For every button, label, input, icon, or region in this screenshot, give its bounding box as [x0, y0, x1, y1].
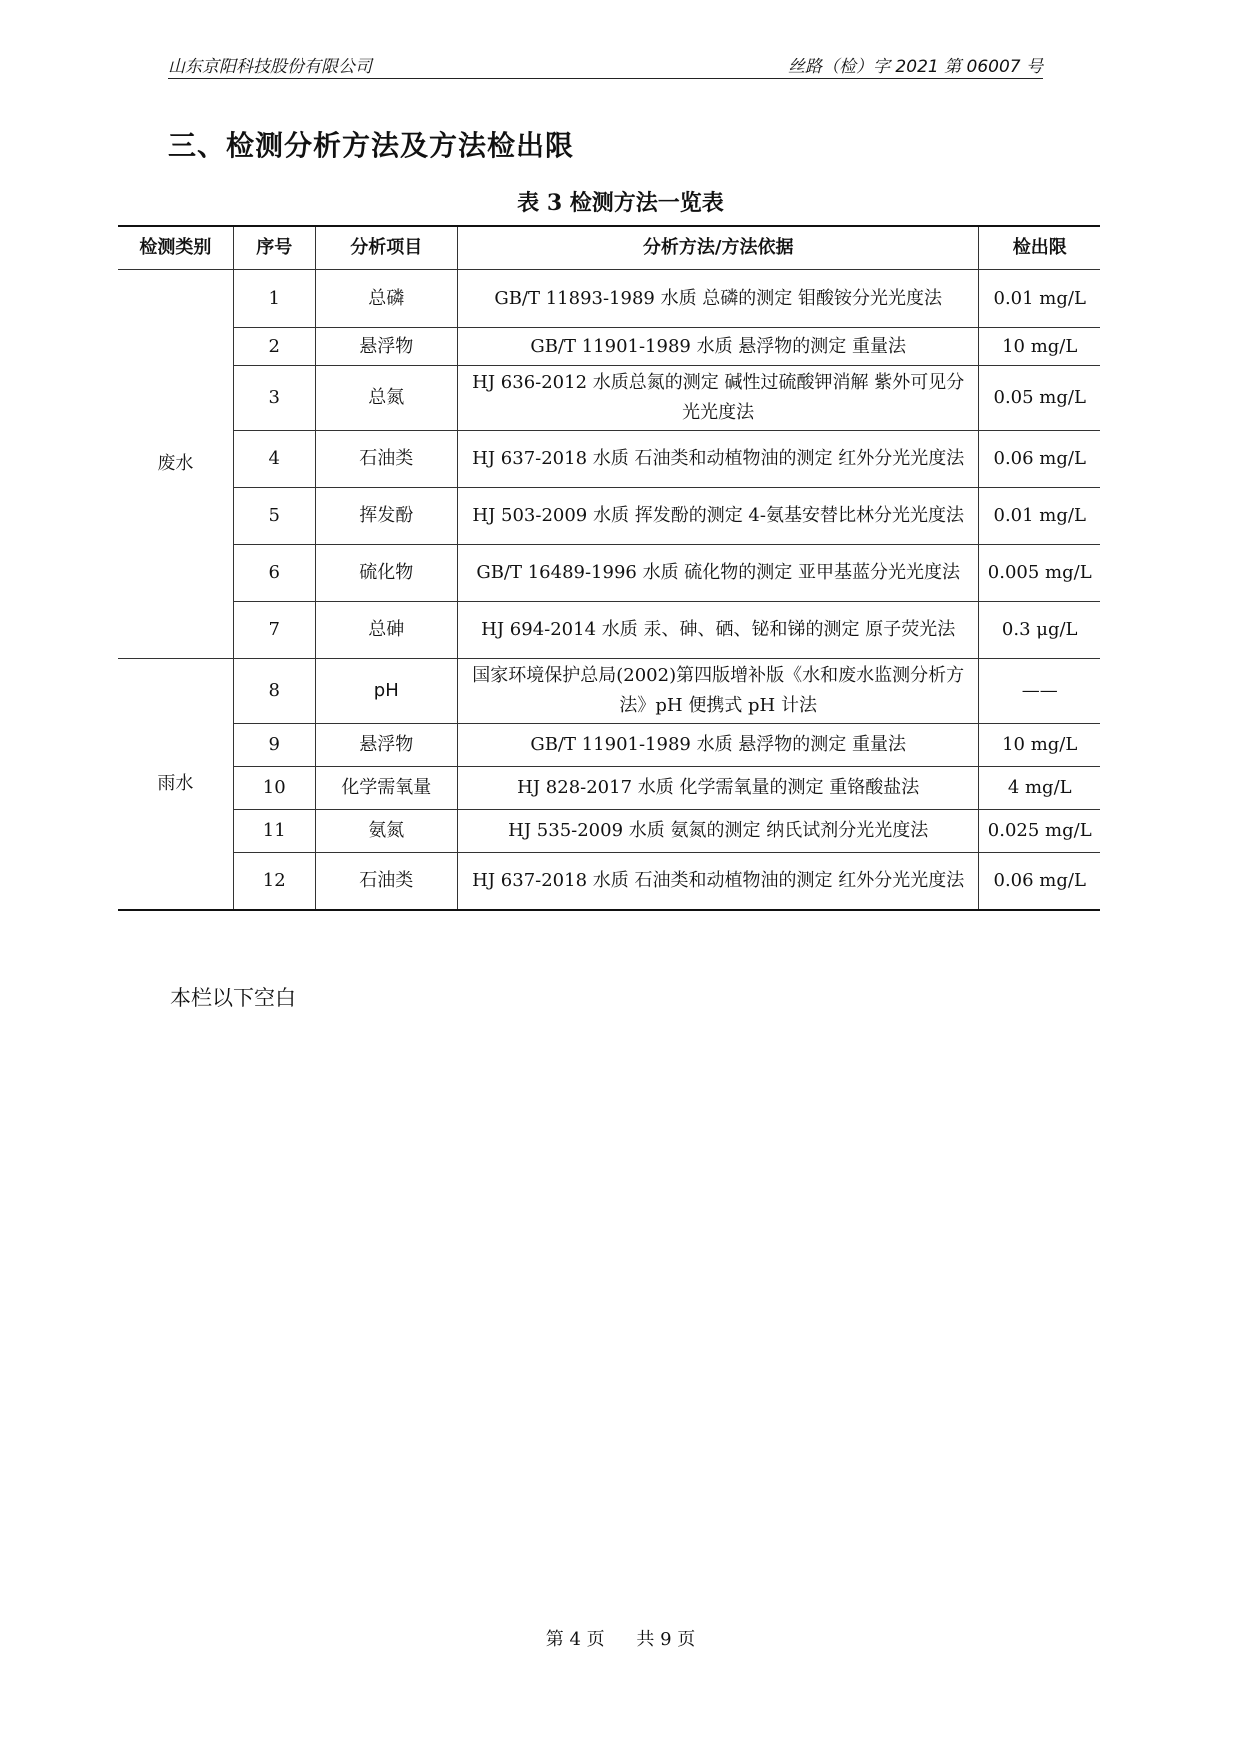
- table-row: [118, 810, 1100, 853]
- item-cell: 氨氮: [315, 810, 457, 853]
- number-cell: 2: [233, 328, 315, 366]
- method-cell: 国家环境保护总局(2002)第四版增补版《水和废水监测分析方法》pH 便携式 pH 计法: [457, 659, 979, 724]
- method-cell: HJ 637-2018 水质 石油类和动植物油的测定 红外分光光度法: [457, 853, 979, 910]
- item-cell: 石油类: [315, 431, 457, 488]
- number-cell: 11: [233, 810, 315, 853]
- limit-cell: 0.005 mg/L: [979, 545, 1100, 602]
- number-cell: 7: [233, 602, 315, 659]
- item-cell: 总磷: [315, 270, 457, 328]
- page-number: 第 4 页: [545, 1629, 605, 1650]
- number-cell: 10: [233, 767, 315, 810]
- limit-cell: 10 mg/L: [979, 724, 1100, 767]
- header-category: 检测类别: [118, 226, 233, 270]
- method-cell: HJ 828-2017 水质 化学需氧量的测定 重铬酸盐法: [457, 767, 979, 810]
- category-cell: 废水: [118, 270, 233, 659]
- number-cell: 9: [233, 724, 315, 767]
- table-row: [118, 366, 1100, 431]
- blank-below-note: 本栏以下空白: [170, 986, 296, 1010]
- limit-cell: ——: [979, 659, 1100, 724]
- method-cell: HJ 637-2018 水质 石油类和动植物油的测定 红外分光光度法: [457, 431, 979, 488]
- item-cell: 总砷: [315, 602, 457, 659]
- method-cell: HJ 694-2014 水质 汞、砷、硒、铋和锑的测定 原子荧光法: [457, 602, 979, 659]
- item-cell: 化学需氧量: [315, 767, 457, 810]
- table-header-row: [118, 226, 1100, 270]
- methods-table: [118, 225, 1100, 911]
- item-cell: 挥发酚: [315, 488, 457, 545]
- method-cell: HJ 636-2012 水质总氮的测定 碱性过硫酸钾消解 紫外可见分光光度法: [457, 366, 979, 431]
- number-cell: 4: [233, 431, 315, 488]
- table-row: [118, 853, 1100, 910]
- item-cell: 悬浮物: [315, 328, 457, 366]
- number-cell: 5: [233, 488, 315, 545]
- number-cell: 6: [233, 545, 315, 602]
- item-cell: 悬浮物: [315, 724, 457, 767]
- category-cell: 雨水: [118, 659, 233, 910]
- table-row: [118, 488, 1100, 545]
- method-cell: HJ 535-2009 水质 氨氮的测定 纳氏试剂分光光度法: [457, 810, 979, 853]
- table-title: 表 3 检测方法一览表: [517, 190, 724, 216]
- method-cell: GB/T 16489-1996 水质 硫化物的测定 亚甲基蓝分光光度法: [457, 545, 979, 602]
- limit-cell: 0.01 mg/L: [979, 270, 1100, 328]
- item-cell: 总氮: [315, 366, 457, 431]
- limit-cell: 0.06 mg/L: [979, 853, 1100, 910]
- number-cell: 12: [233, 853, 315, 910]
- page-footer: [0, 1625, 1241, 1651]
- table-row: [118, 431, 1100, 488]
- header-number: 序号: [233, 226, 315, 270]
- limit-cell: 0.05 mg/L: [979, 366, 1100, 431]
- number-cell: 1: [233, 270, 315, 328]
- table-row: [118, 724, 1100, 767]
- table-row: [118, 659, 1100, 724]
- item-cell: 硫化物: [315, 545, 457, 602]
- method-cell: HJ 503-2009 水质 挥发酚的测定 4-氨基安替比林分光光度法: [457, 488, 979, 545]
- table-row: [118, 270, 1100, 328]
- report-number: 丝路（检）字 2021 第 06007 号: [788, 57, 1043, 77]
- limit-cell: 0.025 mg/L: [979, 810, 1100, 853]
- method-cell: GB/T 11893-1989 水质 总磷的测定 钼酸铵分光光度法: [457, 270, 979, 328]
- page-header: [168, 52, 1043, 79]
- table-row: [118, 602, 1100, 659]
- limit-cell: 4 mg/L: [979, 767, 1100, 810]
- method-cell: GB/T 11901-1989 水质 悬浮物的测定 重量法: [457, 328, 979, 366]
- item-cell: pH: [315, 659, 457, 724]
- header-item: 分析项目: [315, 226, 457, 270]
- number-cell: 3: [233, 366, 315, 431]
- limit-cell: 0.01 mg/L: [979, 488, 1100, 545]
- number-cell: 8: [233, 659, 315, 724]
- header-limit: 检出限: [979, 226, 1100, 270]
- table-row: [118, 328, 1100, 366]
- section-title: 三、检测分析方法及方法检出限: [168, 129, 575, 162]
- limit-cell: 10 mg/L: [979, 328, 1100, 366]
- limit-cell: 0.3 μg/L: [979, 602, 1100, 659]
- method-cell: GB/T 11901-1989 水质 悬浮物的测定 重量法: [457, 724, 979, 767]
- item-cell: 石油类: [315, 853, 457, 910]
- table-row: [118, 545, 1100, 602]
- limit-cell: 0.06 mg/L: [979, 431, 1100, 488]
- table-row: [118, 767, 1100, 810]
- company-name: 山东京阳科技股份有限公司: [168, 57, 372, 77]
- page-total: 共 9 页: [636, 1629, 696, 1650]
- header-method: 分析方法/方法依据: [457, 226, 979, 270]
